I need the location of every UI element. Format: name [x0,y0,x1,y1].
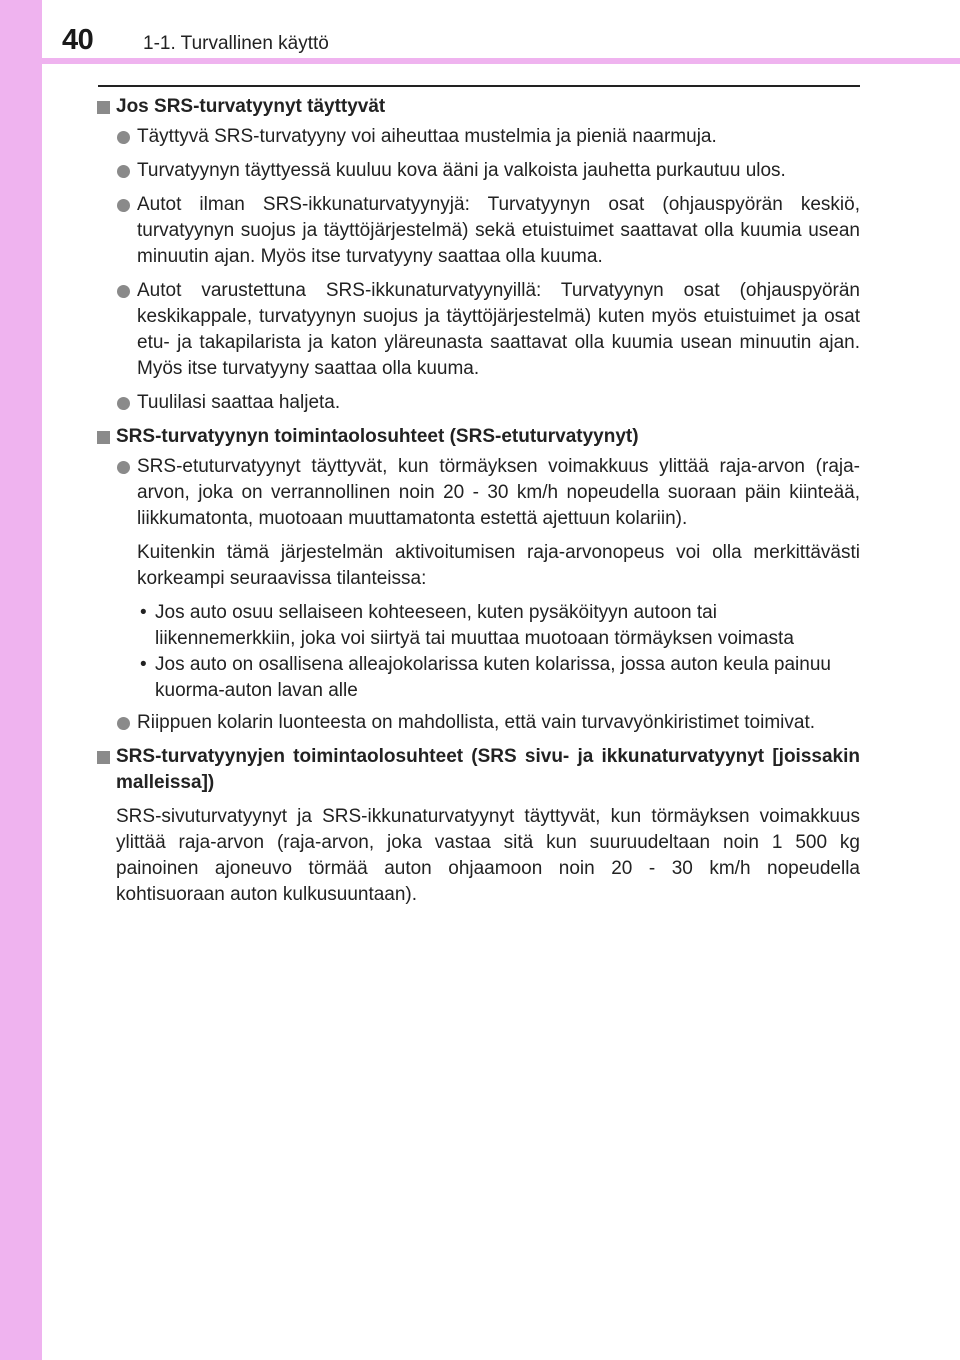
section-title: 1-1. Turvallinen käyttö [143,33,329,54]
section-heading [96,744,860,796]
circle-bullet-icon [117,461,130,474]
paragraph: SRS-sivuturvatyynyt ja SRS-ikkunaturvatyynyt täyttyvät, kun törmäyksen voimakkuus ylittää raja-arvon (raja-arvon, joka vastaa sitä kun suuruudeltaan noin 1 500 kg painoinen ajoneuvo törmää auton ohjaamoon noin 20 - 30 km/h nopeudella kohtisuoraan auton kulkusuuntaan). [116,806,860,905]
circle-bullet-icon [117,717,130,730]
section-heading [96,424,860,450]
list-item-text: Tuulilasi saattaa haljeta. [137,392,341,413]
sub-list-item-text: Jos auto osuu sellaiseen kohteeseen, kuten pysäköityyn autoon tai liikennemerkkiin, joka voi siirtyä tai muuttaa muotoaan törmäyksen voimasta [155,602,794,649]
heading-text: SRS-turvatyynyn toimintaolosuhteet (SRS-etuturvatyynyt) [116,426,639,447]
circle-bullet-icon [117,131,130,144]
page-content [96,94,860,916]
square-bullet-icon [97,431,110,444]
list-item [96,454,860,532]
dot-marker-icon: • [140,602,147,623]
circle-bullet-icon [117,397,130,410]
list-item [96,124,860,150]
square-bullet-icon [97,101,110,114]
list-item [96,390,860,416]
heading-text: SRS-turvatyynyjen toimintaolosuhteet (SRS sivu- ja ikkunaturvatyynyt [joissakin malleissa]) [116,746,860,793]
sub-list-item [96,600,860,652]
list-item [96,278,860,382]
sub-list-item [96,652,860,704]
list-item-text: Riippuen kolarin luonteesta on mahdollista, että vain turvavyönkiristimet toimivat. [137,712,815,733]
section-heading [96,94,860,120]
square-bullet-icon [97,751,110,764]
list-item-text: Autot ilman SRS-ikkunaturvatyynyjä: Turvatyynyn osat (ohjauspyörän keskiö, turvatyynyn suojus ja täyttöjärjestelmä) sekä etuistuimet saattavat olla kuumia usean minuutin ajan. Myös itse turvatyyny saattaa olla kuuma. [137,194,860,267]
circle-bullet-icon [117,199,130,212]
dot-marker-icon: • [140,654,147,675]
circle-bullet-icon [117,165,130,178]
list-item [96,192,860,270]
heading-text: Jos SRS-turvatyynyt täyttyvät [116,96,386,117]
list-item [96,710,860,736]
list-item-text: SRS-etuturvatyynyt täyttyvät, kun törmäyksen voimakkuus ylittää raja-arvon (raja-arvon, joka on verrannollinen noin 20 - 30 km/h nopeudella suoraan päin kiinteää, liikkumatonta, muotoaan muuttamatonta estettä ajettuun kolariin). [137,456,860,529]
list-item [96,158,860,184]
page-number: 40 [62,24,94,56]
header-rule [98,85,860,87]
circle-bullet-icon [117,285,130,298]
sub-list-item-text: Jos auto on osallisena alleajokolarissa kuten kolarissa, jossa auton keula painuu kuorma-auton lavan alle [155,654,831,701]
paragraph: Kuitenkin tämä järjestelmän aktivoitumisen raja-arvonopeus voi olla merkittävästi korkeampi seuraavissa tilanteissa: [137,542,860,589]
list-item-text: Autot varustettuna SRS-ikkunaturvatyynyillä: Turvatyynyn osat (ohjauspyörän keskikappale, turvatyynyn suojus ja täyttöjärjestelmä) kuten myös etuistuimet ja osat etu- ja takapilarista ja katon yläreunasta saattavat olla kuumia usean minuutin ajan. Myös itse turvatyyny saattaa olla kuuma. [137,280,860,379]
list-item-text: Turvatyynyn täyttyessä kuuluu kova ääni ja valkoista jauhetta purkautuu ulos. [137,160,786,181]
chapter-side-tab [0,0,42,1360]
list-item-text: Täyttyvä SRS-turvatyyny voi aiheuttaa mustelmia ja pieniä naarmuja. [137,126,717,147]
